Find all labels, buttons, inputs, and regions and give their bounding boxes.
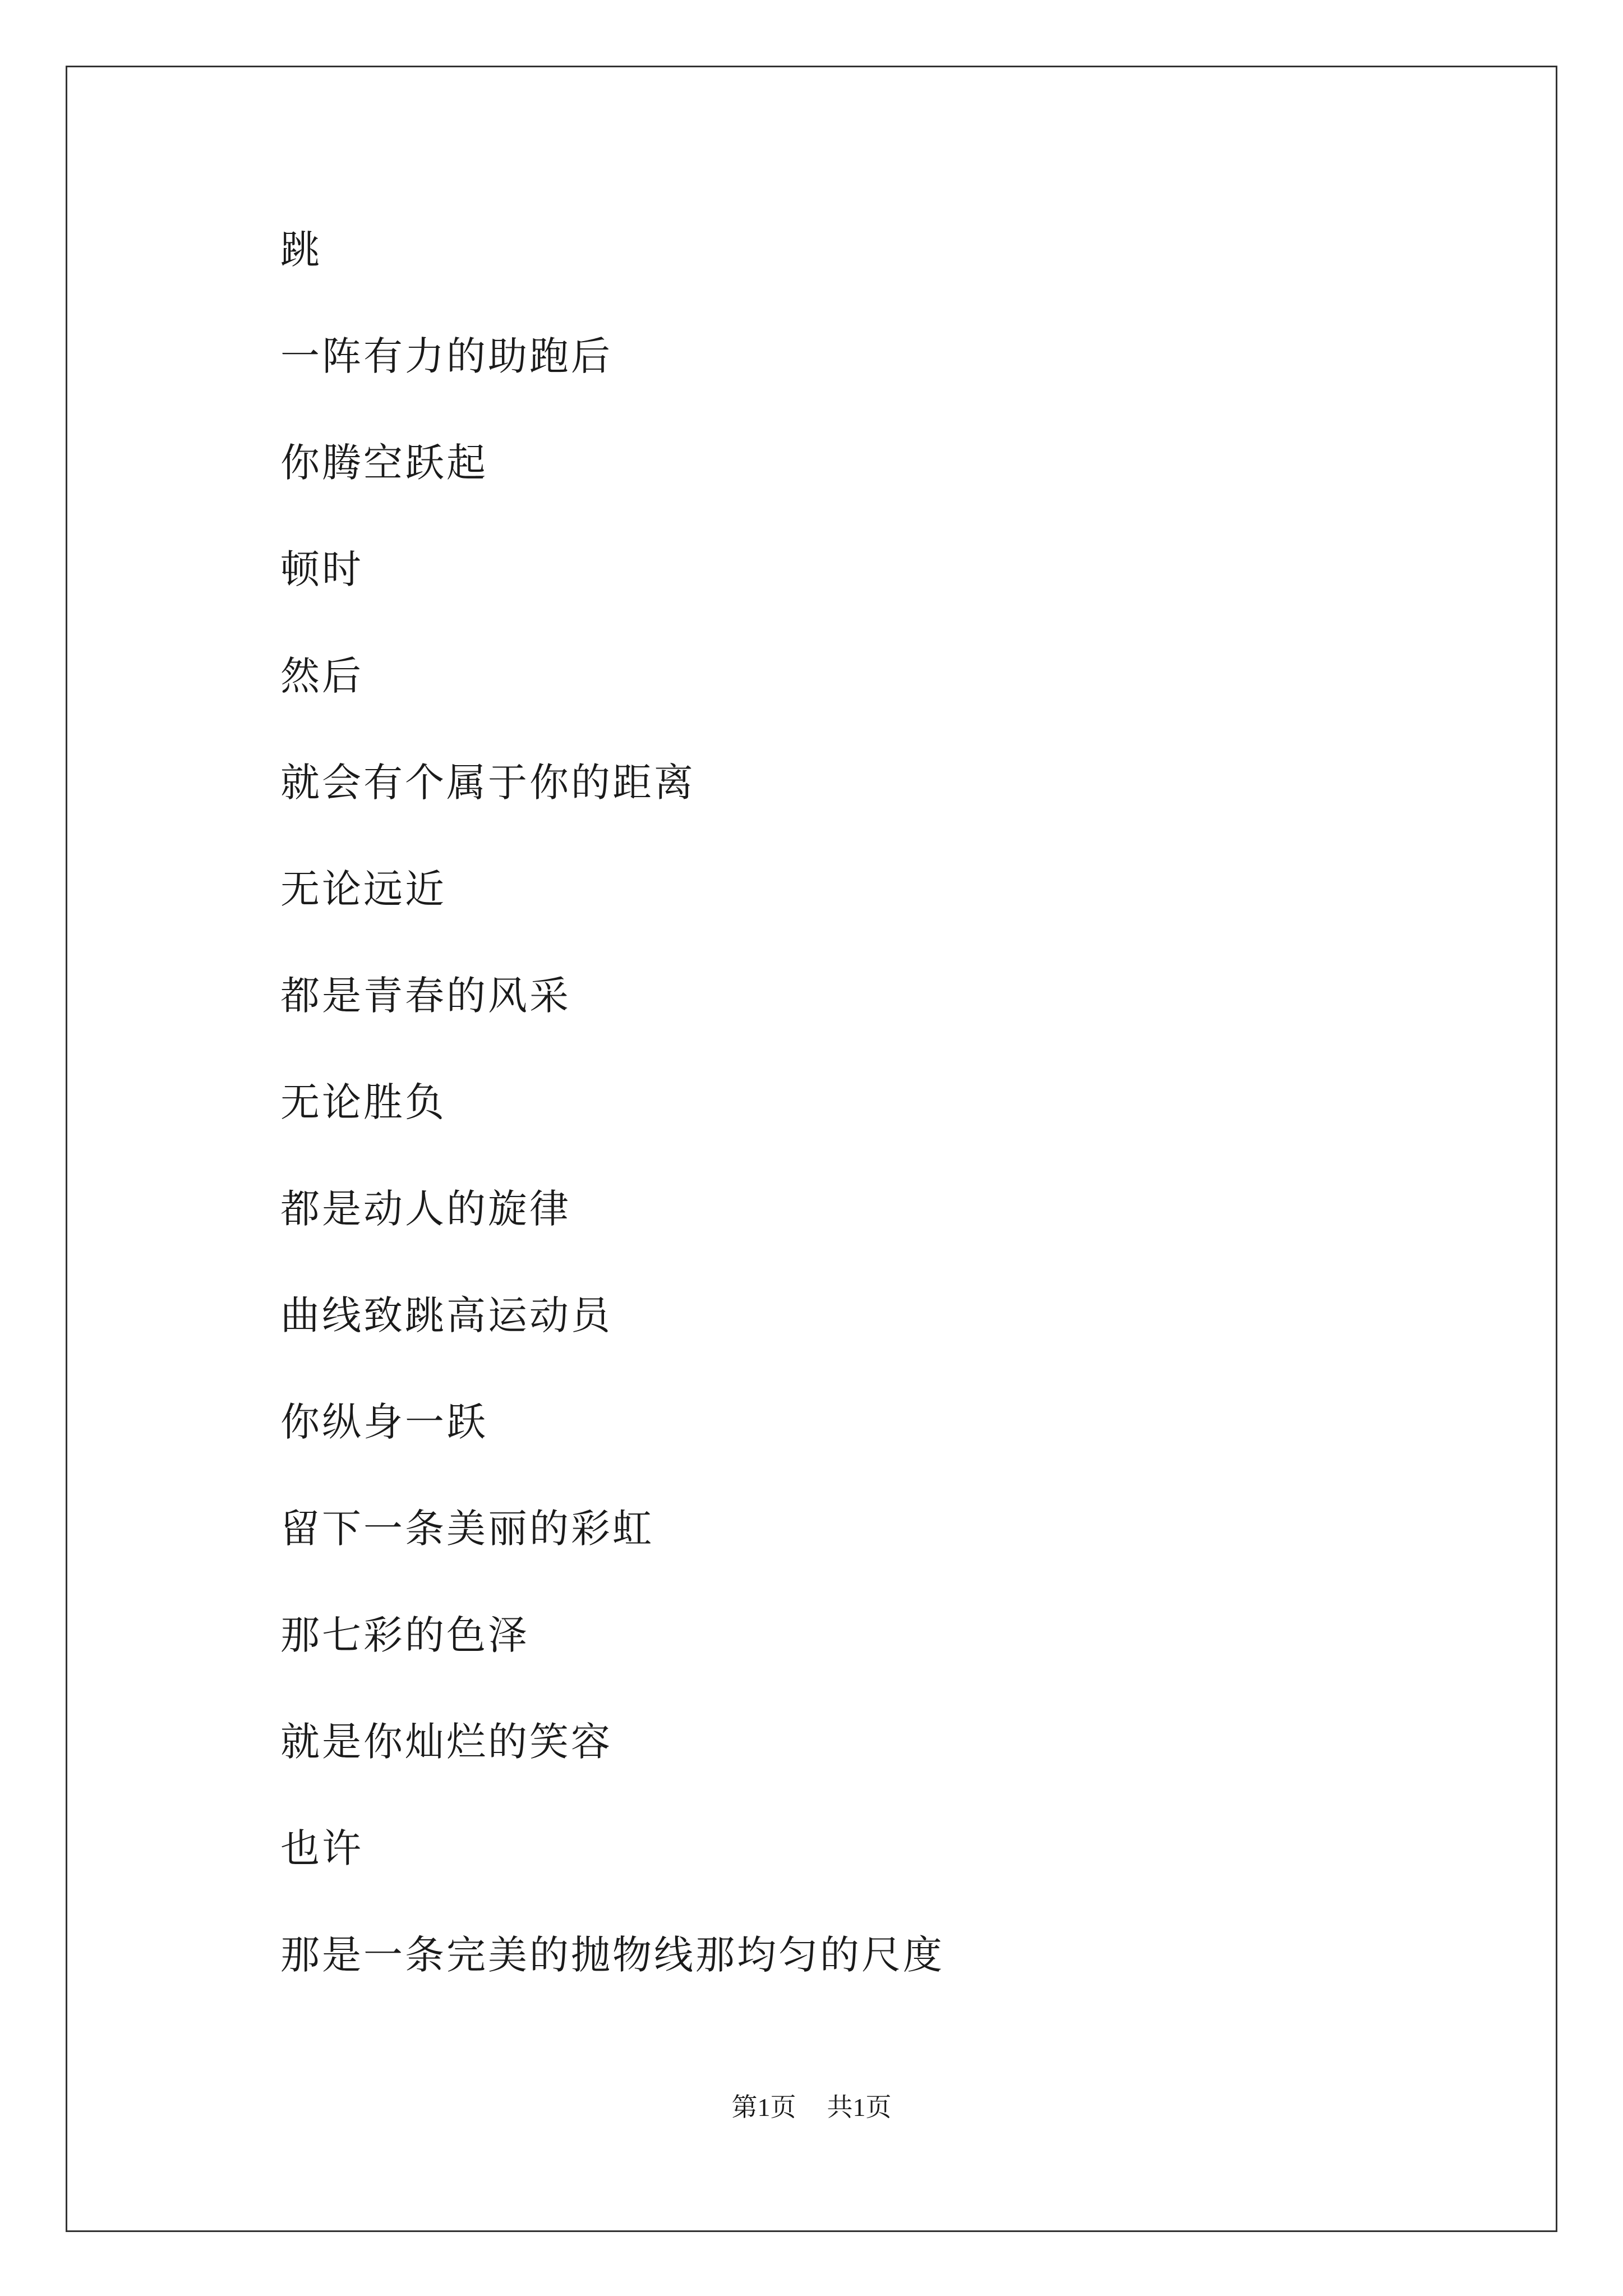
page-total: 共1页 [827,2093,892,2122]
text-line: 都是青春的风采 [280,973,571,1019]
text-line: 顿时 [280,546,363,592]
text-line: 然后 [280,653,363,699]
text-line: 也许 [280,1825,363,1871]
text-line: 那是一条完美的抛物线那均匀的尺度 [280,1932,944,1978]
text-line: 就是你灿烂的笑容 [280,1719,612,1765]
text-line: 你腾空跃起 [280,440,488,486]
text-line: 就会有个属于你的距离 [280,760,695,806]
text-line: 无论远近 [280,866,446,912]
document-body [280,219,944,2031]
text-line: 跳 [280,227,322,273]
text-line: 都是动人的旋律 [280,1186,571,1232]
text-line: 曲线致跳高运动员 [280,1292,612,1338]
page-footer [0,2087,1623,2124]
text-line: 无论胜负 [280,1079,446,1125]
text-line: 那七彩的色泽 [280,1612,529,1658]
text-line: 一阵有力的助跑后 [280,333,612,379]
text-line: 留下一条美丽的彩虹 [280,1506,654,1552]
text-line: 你纵身一跃 [280,1399,488,1445]
page-number: 第1页 [731,2093,796,2122]
